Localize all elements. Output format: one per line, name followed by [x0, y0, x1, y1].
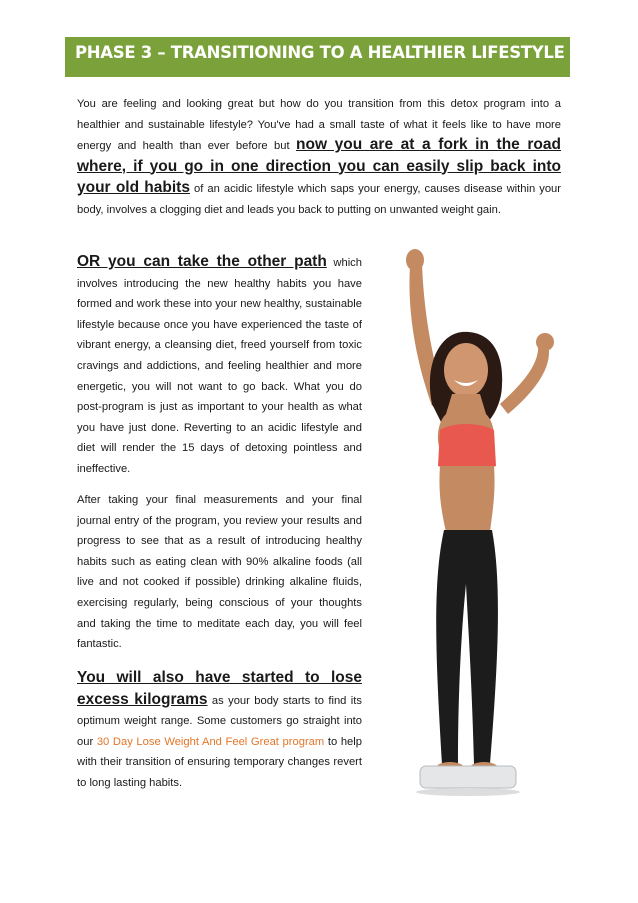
pants	[436, 530, 498, 764]
measurements-paragraph: After taking your final measurements and your final journal entry of the program, you review your results and progress to see that as a result of introducing healthy habits such as eating clean with 90% alkaline foods (all live and not cooked if possible) drinking alkaline fluids, exercising regularly, being conscious of your thoughts and taking the time to meditate each day, you will feel fantastic.	[77, 494, 362, 651]
sports-top	[438, 424, 496, 471]
woman-on-scale-photo	[362, 244, 572, 799]
kilograms-paragraph	[77, 668, 362, 794]
kilograms-emphasis: You will also have started to lose excess kilograms	[77, 669, 362, 708]
left-fist	[406, 249, 424, 271]
intro-emphasis: now you are at a fork in the road where, if you go in one direction you can easily slip back into your old habits	[77, 136, 561, 196]
intro-paragraph	[77, 94, 561, 220]
midriff	[439, 466, 494, 532]
title-banner	[65, 37, 570, 77]
other-path-emphasis: OR you can take the other path	[77, 253, 327, 270]
page-title: PHASE 3 – TRANSITIONING TO A HEALTHIER LIFESTYLE	[75, 43, 565, 62]
intro-after: of an acidic lifestyle which saps your energy, causes disease within your body, involves a clogging diet and leads you back to putting on unwanted weight gain.	[77, 183, 561, 216]
kilograms-after: to help with their transition of ensuring temporary changes revert to long lasting habits.	[77, 735, 362, 789]
kilograms-text: as your body starts to find its optimum weight range. Some customers go straight into our	[77, 694, 362, 748]
scale-shadow	[416, 788, 520, 796]
right-fist	[536, 333, 554, 351]
other-path-paragraph	[77, 252, 362, 480]
bathroom-scale	[420, 766, 516, 788]
right-arm	[500, 344, 549, 414]
other-path-text: which involves introducing the new healthy habits you have formed and work these into your new healthy, sustainable lifestyle because once you have experienced the taste of vibrant energy, a cleansing diet, freed yourself from toxic cravings and addictions, and feeling healthier and more energetic, you will not want to go back. What you do post-program is just as important to your health as what you have just done. Reverting to an acidic lifestyle and diet will render the 15 days of detoxing pointless and ineffective.	[77, 257, 362, 475]
program-link[interactable]: 30 Day Lose Weight And Feel Great program	[96, 735, 325, 748]
face	[444, 343, 488, 397]
intro-text: You are feeling and looking great but how do you transition from this detox program into a healthier and sustainable lifestyle? You've had a small taste of what it feels like to have more energy and health than ever before but	[77, 98, 561, 152]
